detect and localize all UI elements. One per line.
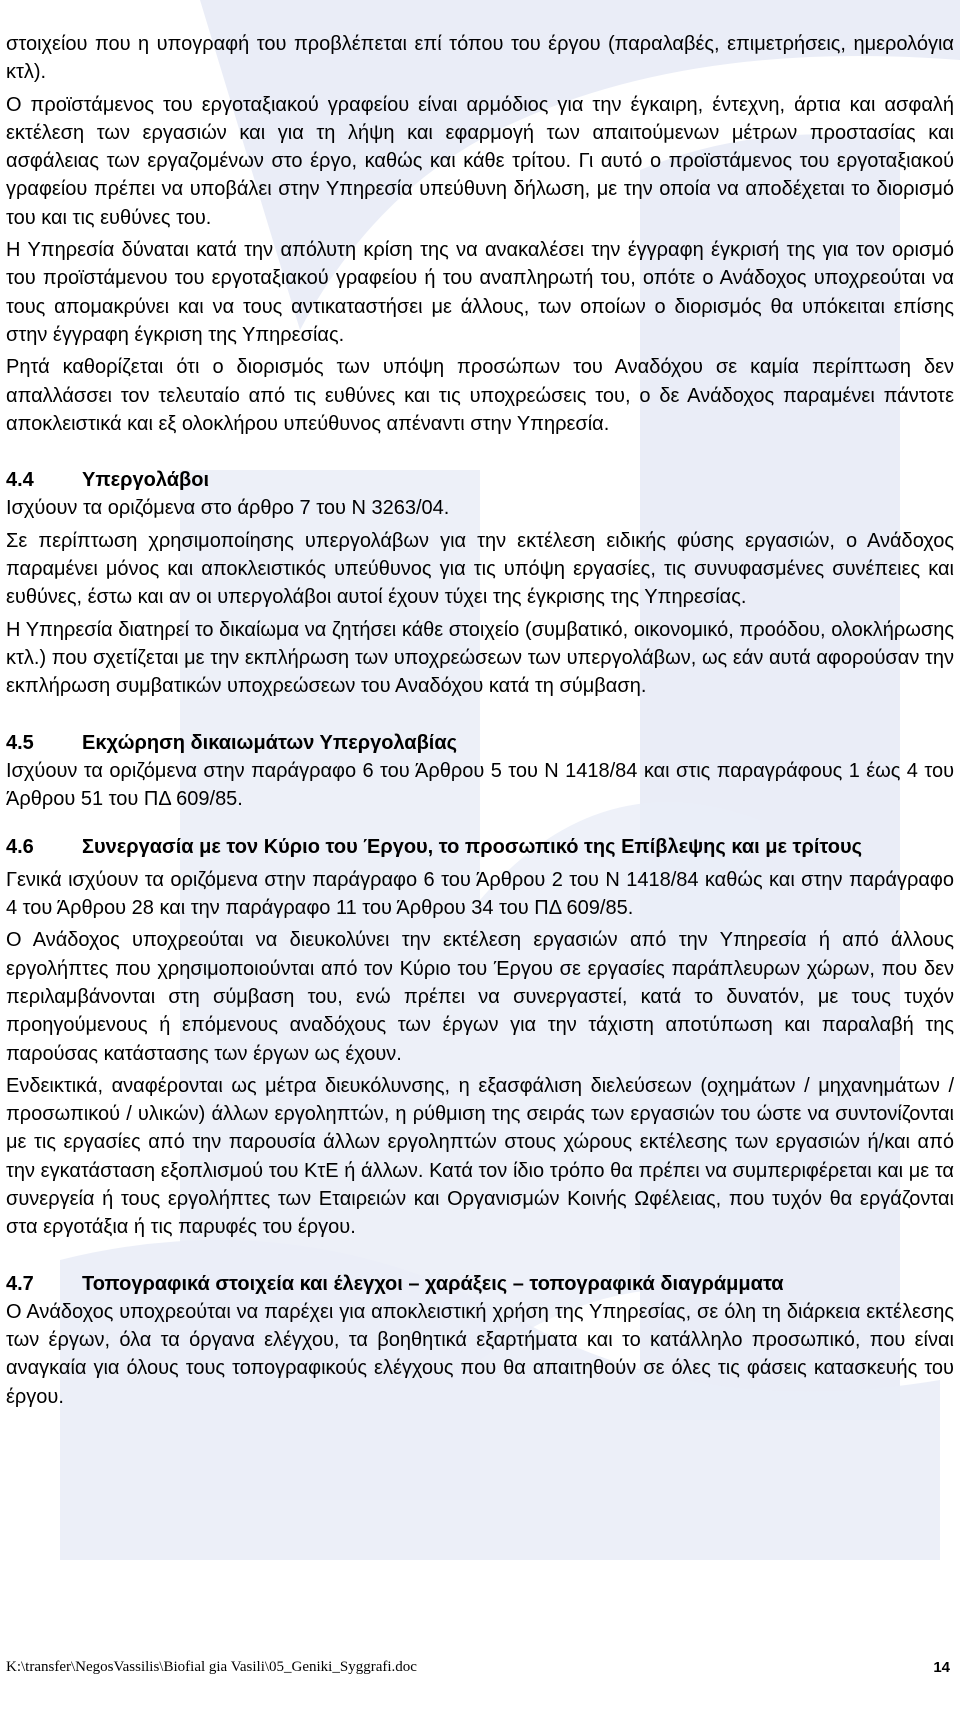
section-title: Συνεργασία με τον Κύριο του Έργου, το προσωπικό της Επίβλεψης και με τρίτους	[82, 836, 863, 859]
section-number: 4.4	[6, 469, 34, 492]
footer-file-path: K:\transfer\NegosVassilis\Biofial gia Vasili\05_Geniki_Syggrafi.doc	[6, 1659, 417, 1675]
paragraph: Σε περίπτωση χρησιμοποίησης υπεργολάβων για την εκτέλεση ειδικής φύσης εργασιών, ο Ανάδοχος παραμένει μόνος και αποκλειστικός υπεύθυνος για τις υπόψη εργασίες, τις συνυφασμένες συνέπειες και ευθύνες, έστω και αν οι υπεργολάβοι αυτοί έχουν τύχει της έγκρισης της Υπηρεσίας.	[6, 529, 954, 609]
paragraph: Ο Ανάδοχος υποχρεούται να παρέχει για αποκλειστική χρήση της Υπηρεσίας, σε όλη τη διάρκεια εκτέλεσης των έργων, όλα τα όργανα ελέγχου, τα βοηθητικά εξαρτήματα και το κατάλληλο προσωπικό, που είναι αναγκαία για όλους τους τοπογραφικούς ελέγχους που θα απαιτηθούν σε όλες τις φάσεις κατασκευής του έργου.	[6, 1300, 954, 1408]
section-number: 4.6	[6, 836, 34, 859]
page-footer	[6, 1659, 954, 1676]
paragraph: Ο προϊστάμενος του εργοταξιακού γραφείου είναι αρμόδιος για την έγκαιρη, έντεχνη, άρτια και ασφαλή εκτέλεση των εργασιών και για τη λήψη και εφαρμογή των απαιτούμενων μέτρων προστασίας και ασφάλειας των εργαζομένων στο έργο, καθώς και κάθε τρίτου. Γι αυτό ο προϊστάμενος του εργοταξιακού γραφείου πρέπει να υποβάλει στην Υπηρεσία υπεύθυνη δήλωση, με την οποία να αποδέχεται το διορισμό του και τις ευθύνες του.	[6, 93, 954, 229]
section-title: Εκχώρηση δικαιωμάτων Υπεργολαβίας	[82, 731, 458, 754]
section-heading-4-5	[6, 729, 954, 757]
paragraph: Ισχύουν τα οριζόμενα στο άρθρο 7 του Ν 3263/04.	[6, 497, 450, 520]
paragraph: Η Υπηρεσία διατηρεί το δικαίωμα να ζητήσει κάθε στοιχείο (συμβατικό, οικονομικό, προόδου, ολοκλήρωσης κτλ.) που σχετίζεται με την εκπλήρωση των υποχρεώσεων των υπεργολάβων, ως εάν αυτά αφορούσαν την εκπλήρωση συμβατικών υποχρεώσεων του Αναδόχου κατά τη σύμβαση.	[6, 618, 954, 698]
page-number: 14	[933, 1659, 950, 1676]
paragraph: Ενδεικτικά, αναφέρονται ως μέτρα διευκόλυνσης, η εξασφάλιση διελεύσεων (οχημάτων / μηχανημάτων / προσωπικού / υλικών) άλλων εργοληπτών, η ρύθμιση της σειράς των εργασιών του ώστε να συντονίζονται με τις εργασίες από την παρουσία άλλων εργοληπτών στους χώρους εκτέλεσης των εργασιών ή/και από την εγκατάσταση εξοπλισμού του ΚτΕ ή άλλων. Κατά τον ίδιο τρόπο θα πρέπει να συμπεριφέρεται και με τα συνεργεία ή τους εργολήπτες των Εταιρειών και Οργανισμών Κοινής Ωφέλειας, που τυχόν θα εργάζονται στα εργοτάξια ή τις παρυφές του έργου.	[6, 1074, 954, 1239]
paragraph: Ισχύουν τα οριζόμενα στην παράγραφο 6 του Άρθρου 5 του Ν 1418/84 και στις παραγράφους 1 έως 4 του Άρθρου 51 του ΠΔ 609/85.	[6, 759, 954, 811]
paragraph: στοιχείου που η υπογραφή του προβλέπεται επί τόπου του έργου (παραλαβές, επιμετρήσεις, ημερολόγια κτλ).	[6, 33, 954, 84]
section-title: Τοπογραφικά στοιχεία και έλεγχοι – χαράξεις – τοπογραφικά διαγράμματα	[82, 1272, 784, 1295]
paragraph: Γενικά ισχύουν τα οριζόμενα στην παράγραφο 6 του Άρθρου 2 του Ν 1418/84 καθώς και στην παράγραφο 4 του Άρθρου 28 και την παράγραφο 11 του Άρθρου 34 του ΠΔ 609/85.	[6, 868, 954, 920]
section-heading-4-7	[6, 1270, 954, 1298]
section-number: 4.7	[6, 1272, 34, 1295]
document-page	[6, 30, 954, 1415]
paragraph: Ρητά καθορίζεται ότι ο διορισμός των υπόψη προσώπων του Αναδόχου σε καμία περίπτωση δεν απαλλάσσει τον τελευταίο από τις ευθύνες και τις υποχρεώσεις του, ο δε Ανάδοχος παραμένει πάντοτε αποκλειστικά και εξ ολοκλήρου υπεύθυνος απέναντι στην Υπηρεσία.	[6, 356, 954, 435]
section-heading-4-6	[6, 833, 954, 861]
section-title: Υπεργολάβοι	[82, 469, 210, 492]
paragraph: Η Υπηρεσία δύναται κατά την απόλυτη κρίση της να ανακαλέσει την έγγραφη έγκρισή της για τον ορισμό του προϊστάμενου του εργοταξιακού γραφείου ή του αναπληρωτή του, οπότε ο Ανάδοχος υποχρεούται να τους απομακρύνει και να τους αντικαταστήσει με άλλους, των οποίων ο διορισμός θα υπόκειται επίσης στην έγγραφη έγκριση της Υπηρεσίας.	[6, 239, 954, 346]
section-number: 4.5	[6, 731, 34, 754]
section-heading-4-4	[6, 466, 954, 494]
paragraph: Ο Ανάδοχος υποχρεούται να διευκολύνει την εκτέλεση εργασιών από την Υπηρεσία ή από άλλους εργολήπτες που χρησιμοποιούνται από τον Κύριο του Έργου σε εργασίες παράπλευρων χώρων, που δεν περιλαμβάνονται στη σύμβαση του, ενώ πρέπει να συνεργαστεί, κατά το δυνατόν, με τους τυχόν προηγούμενους ή επόμενους αναδόχους των έργων για την τάχιστη αποτύπωση και παραλαβή της παρούσας κατάστασης των έργων ως έχουν.	[6, 929, 954, 1065]
